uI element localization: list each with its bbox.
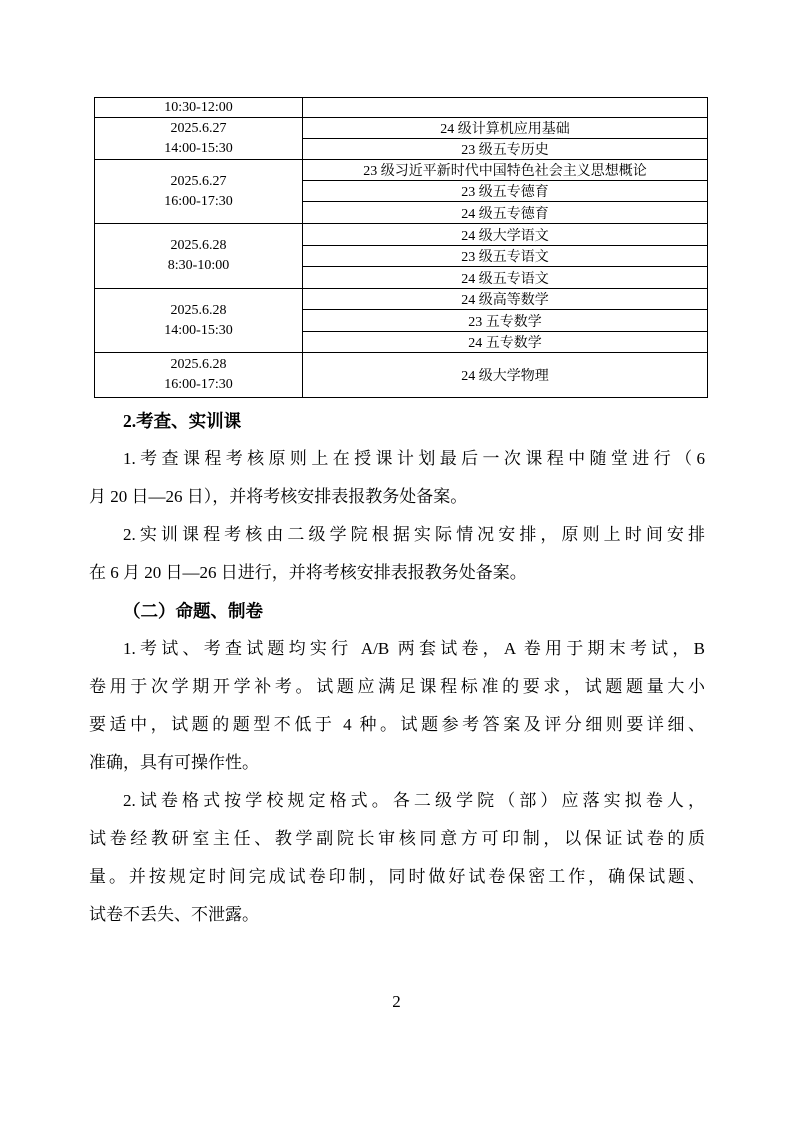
time-cell xyxy=(95,118,303,160)
course-cell: 23 五专数学 xyxy=(303,310,708,332)
course-cell: 24 五专数学 xyxy=(303,332,708,353)
paragraph-line: 2.实训课程考核由二级学院根据实际情况安排，原则上时间安排 xyxy=(123,525,705,544)
paragraph-line: 1.考查课程考核原则上在授课计划最后一次课程中随堂进行（6 xyxy=(123,449,705,468)
course-cell: 23 级五专德育 xyxy=(303,181,708,202)
section-heading-check-courses: 2.考查、实训课 xyxy=(123,411,242,431)
time-cell xyxy=(95,353,303,398)
time-cell xyxy=(95,289,303,353)
paragraph-line: 要适中，试题的题型不低于 4 种。试题参考答案及评分细则要详细、 xyxy=(89,715,705,734)
paragraph-line: 卷用于次学期开学补考。试题应满足课程标准的要求，试题题量大小 xyxy=(89,677,705,696)
body-text xyxy=(89,402,705,934)
course-cell: 24 级计算机应用基础 xyxy=(303,118,708,139)
table-row xyxy=(95,224,708,246)
paragraph-line: 1.考试、考查试题均实行 A/B 两套试卷，A 卷用于期末考试，B xyxy=(123,639,705,658)
course-cell: 24 级大学物理 xyxy=(303,353,708,398)
exam-date: 2025.6.28 xyxy=(170,238,227,253)
course-cell: 23 级五专历史 xyxy=(303,139,708,160)
course-cell: 23 级习近平新时代中国特色社会主义思想概论 xyxy=(303,160,708,181)
exam-date: 2025.6.28 xyxy=(170,302,227,318)
course-cell xyxy=(303,98,708,118)
time-cell xyxy=(95,160,303,224)
course-cell: 24 级五专德育 xyxy=(303,202,708,224)
exam-time: 16:00-17:30 xyxy=(164,377,233,392)
time-cell xyxy=(95,224,303,289)
exam-schedule-table xyxy=(94,97,708,398)
exam-time: 16:00-17:30 xyxy=(164,193,233,209)
exam-time: 14:00-15:30 xyxy=(164,322,233,338)
table-row xyxy=(95,289,708,310)
paragraph-line: 试卷经教研室主任、教学副院长审核同意方可印制，以保证试卷的质 xyxy=(89,829,705,848)
exam-time: 8:30-10:00 xyxy=(167,258,230,273)
course-cell: 23 级五专语文 xyxy=(303,246,708,267)
exam-time: 14:00-15:30 xyxy=(164,140,233,156)
exam-date: 2025.6.28 xyxy=(170,357,227,372)
course-cell: 24 级大学语文 xyxy=(303,224,708,246)
table-row xyxy=(95,160,708,181)
exam-date: 2025.6.27 xyxy=(170,173,227,189)
table-row xyxy=(95,98,708,118)
paragraph-line: 2.试卷格式按学校规定格式。各二级学院（部）应落实拟卷人， xyxy=(123,791,705,810)
paragraph-line: 月 20 日—26 日），并将考核安排表报教务处备案。 xyxy=(89,487,468,506)
paragraph-line: 准确，具有可操作性。 xyxy=(89,753,259,772)
table-row xyxy=(95,118,708,139)
paragraph-line: 试卷不丢失、不泄露。 xyxy=(89,905,259,924)
paragraph-line: 量。并按规定时间完成试卷印制，同时做好试卷保密工作，确保试题、 xyxy=(89,867,705,886)
exam-date: 2025.6.27 xyxy=(170,120,227,136)
table-row xyxy=(95,353,708,398)
section-heading-proposition: （二）命题、制卷 xyxy=(123,601,263,621)
time-cell: 10:30-12:00 xyxy=(95,98,303,118)
course-cell: 24 级五专语文 xyxy=(303,267,708,289)
course-cell: 24 级高等数学 xyxy=(303,289,708,310)
paragraph-line: 在 6 月 20 日—26 日进行，并将考核安排表报教务处备案。 xyxy=(89,563,527,582)
page-number: 2 xyxy=(392,992,401,1011)
